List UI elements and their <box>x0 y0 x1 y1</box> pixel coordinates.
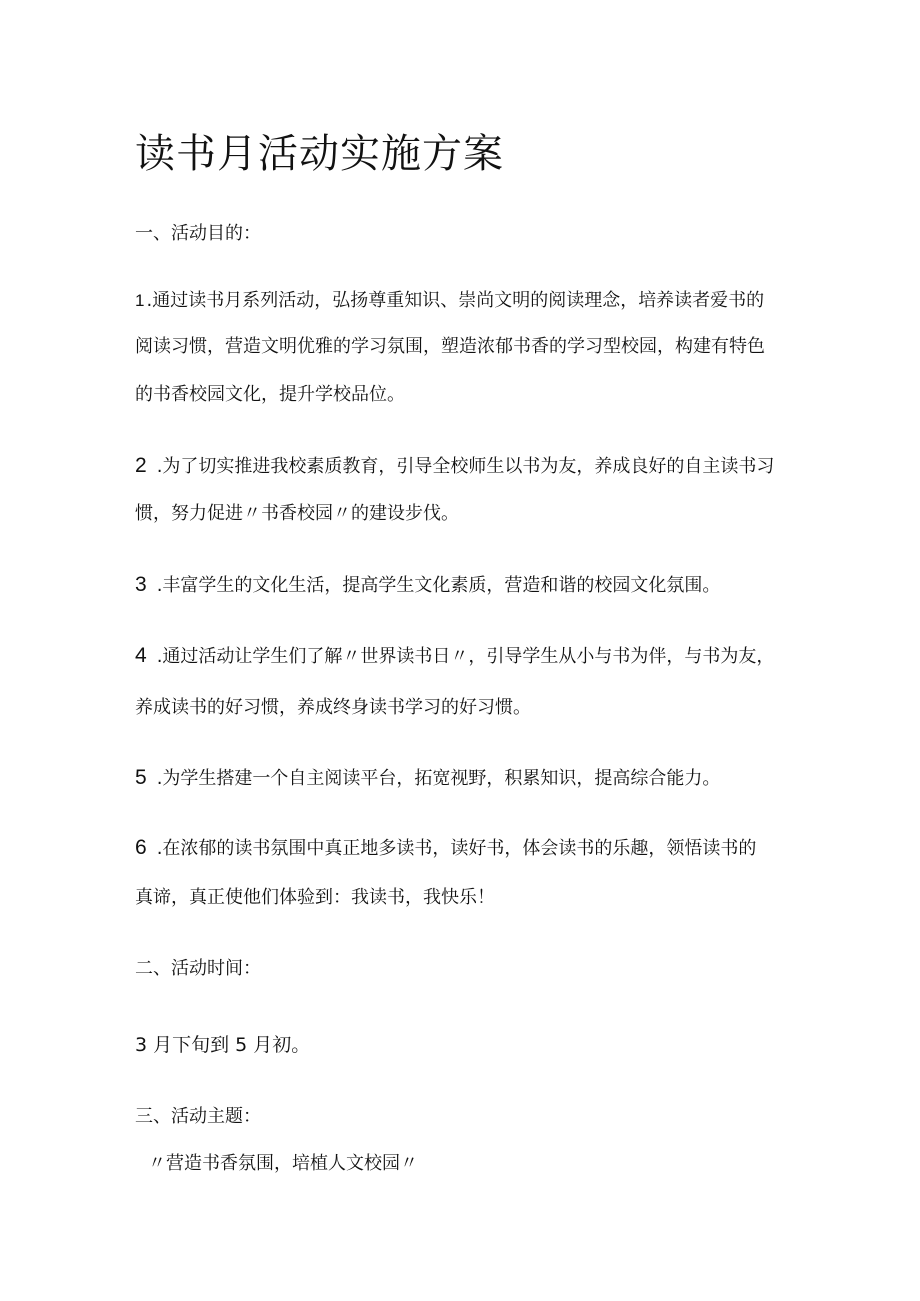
list-item-number: 3 <box>135 573 147 596</box>
list-item-number: 6 <box>135 836 147 859</box>
list-item-1-line-1: 1 .通过读书月系列活动，弘扬尊重知识、崇尚文明的阅读理念，培养读者爱书的 <box>135 290 765 311</box>
list-item-6-line-2: 真谛，真正使他们体验到：我读书，我快乐！ <box>135 887 495 908</box>
list-item-number: 5 <box>135 766 147 789</box>
list-item-4-line-1: 4 .通过活动让学生们了解〃世界读书日〃，引导学生从小与书为伴，与书为友， <box>135 644 775 667</box>
section-heading-theme: 三、活动主题： <box>135 1106 261 1127</box>
list-item-1-line-2: 阅读习惯，营造文明优雅的学习氛围，塑造浓郁书香的学习型校园，构建有特色 <box>135 336 765 357</box>
list-item-number: 4 <box>135 644 147 667</box>
activity-time-text: 3 月下旬到 5 月初。 <box>135 1034 311 1056</box>
activity-theme-text: 〃营造书香氛围，培植人文校园〃 <box>148 1153 418 1174</box>
list-item-6-line-1: 6 .在浓郁的读书氛围中真正地多读书，读好书，体会读书的乐趣，领悟读书的 <box>135 836 757 859</box>
document-title: 读书月活动实施方案 <box>135 131 504 177</box>
section-heading-time: 二、活动时间： <box>135 958 261 979</box>
list-item-5-line-1: 5 .为学生搭建一个自主阅读平台，拓宽视野，积累知识，提高综合能力。 <box>135 766 721 789</box>
list-item-2-line-1: 2 .为了切实推进我校素质教育，引导全校师生以书为友，养成良好的自主读书习 <box>135 454 775 477</box>
section-heading-purpose: 一、活动目的： <box>135 223 261 244</box>
list-item-number: 1 <box>135 291 145 310</box>
list-item-number: 2 <box>135 454 147 477</box>
list-item-1-line-3: 的书香校园文化，提升学校品位。 <box>135 384 405 405</box>
list-item-3-line-1: 3 .丰富学生的文化生活，提高学生文化素质，营造和谐的校园文化氛围。 <box>135 573 721 596</box>
list-item-2-line-2: 惯，努力促进〃书香校园〃的建设步伐。 <box>135 503 459 524</box>
list-item-4-line-2: 养成读书的好习惯，养成终身读书学习的好习惯。 <box>135 697 531 718</box>
